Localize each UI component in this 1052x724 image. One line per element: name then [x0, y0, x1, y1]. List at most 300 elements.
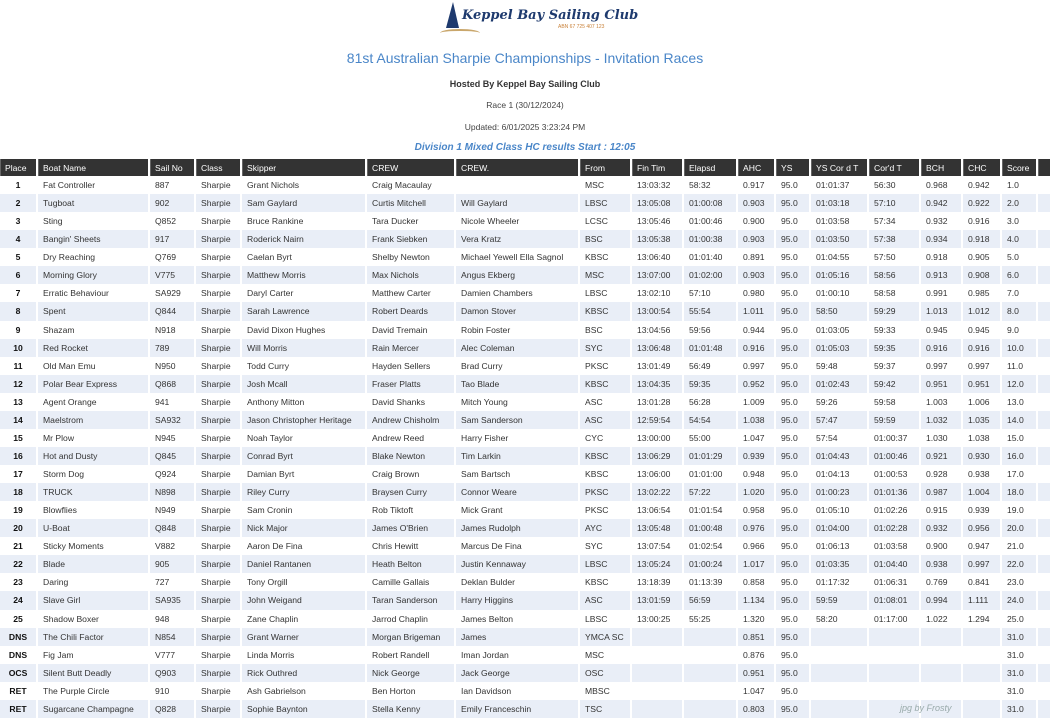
table-cell: 0.918 — [963, 230, 1000, 248]
table-cell: N950 — [155, 360, 176, 371]
table-cell: 95.0 — [781, 685, 798, 696]
table-cell: 95.0 — [781, 649, 798, 660]
table-cell: 1.294 — [968, 613, 990, 624]
table-cell: 21.0 — [1007, 541, 1024, 552]
table-cell: Nick Major — [242, 519, 365, 537]
table-row — [0, 501, 1050, 519]
table-cell: Old Man Emu — [43, 360, 96, 371]
table-cell: 3.0 — [1007, 216, 1019, 227]
place-cell: 11 — [13, 360, 23, 371]
table-cell: 9.0 — [1007, 324, 1019, 335]
table-cell: 57:38 — [869, 230, 919, 248]
table-cell: Iman Jordan — [461, 649, 509, 660]
table-cell: Q769 — [155, 252, 177, 263]
table-cell: 20.0 — [1002, 519, 1036, 537]
column-header[interactable]: Class — [196, 159, 240, 176]
table-row — [0, 591, 1050, 609]
table-cell: 95.0 — [776, 555, 809, 573]
table-cell: Blade — [38, 555, 148, 573]
table-cell: 2.0 — [1002, 194, 1036, 212]
table-row — [0, 230, 1050, 248]
table-cell: John Weigand — [242, 591, 365, 609]
table-cell — [1038, 700, 1050, 718]
logo-name: Keppel Bay Sailing Club — [462, 8, 639, 23]
table-cell: 59:48 — [816, 360, 838, 371]
table-cell — [1038, 411, 1050, 429]
table-cell: ASC — [580, 591, 630, 609]
table-cell: 01:00:38 — [684, 230, 736, 248]
table-cell: 0.997 — [968, 360, 990, 371]
table-cell: 0.769 — [926, 577, 948, 588]
table-cell: PKSC — [580, 483, 630, 501]
table-cell: 01:03:35 — [811, 555, 867, 573]
table-cell: James — [456, 628, 578, 646]
table-cell: 59:56 — [689, 324, 711, 335]
table-cell: 1.038 — [738, 411, 774, 429]
table-cell: 01:00:48 — [684, 519, 736, 537]
table-cell: 13:01:59 — [632, 591, 682, 609]
table-cell: U-Boat — [38, 519, 148, 537]
table-row — [0, 375, 1050, 393]
table-cell: Harry Higgins — [456, 591, 578, 609]
table-cell: 0.921 — [921, 447, 961, 465]
table-cell: Sharpie — [196, 194, 240, 212]
column-header[interactable]: Elapsd — [684, 159, 736, 176]
table-cell: 58:56 — [869, 266, 919, 284]
table-row — [0, 302, 1050, 320]
table-cell: 01:04:43 — [811, 447, 867, 465]
table-cell: Ian Davidson — [461, 685, 512, 696]
table-cell: 8.0 — [1002, 302, 1036, 320]
table-cell: The Purple Circle — [43, 685, 110, 696]
table-cell — [684, 700, 736, 718]
table-cell: Polar Bear Express — [38, 375, 148, 393]
column-header[interactable]: Boat Name — [38, 159, 148, 176]
table-cell: 1.038 — [968, 432, 990, 443]
table-cell — [456, 176, 578, 194]
table-cell: 95.0 — [781, 432, 798, 443]
table-row — [0, 610, 1050, 628]
table-cell: SA929 — [155, 288, 181, 299]
table-cell: Camille Gallais — [372, 577, 430, 588]
table-cell: 56:59 — [684, 591, 736, 609]
table-cell: Sugarcane Champagne — [38, 700, 148, 718]
table-cell: Frank Siebken — [367, 230, 454, 248]
table-cell — [632, 664, 682, 682]
logo-abn: ABN 67 725 407 123 — [558, 24, 605, 30]
table-cell: 57:22 — [684, 483, 736, 501]
place-cell: 24 — [0, 591, 36, 609]
table-cell: 0.997 — [926, 360, 948, 371]
table-cell: 16.0 — [1002, 447, 1036, 465]
table-cell — [963, 664, 1000, 682]
column-header[interactable]: Skipper — [242, 159, 365, 176]
table-cell: 13:03:32 — [637, 180, 671, 191]
table-cell: Nicole Wheeler — [461, 216, 520, 227]
table-cell: Sharpie — [196, 230, 240, 248]
table-cell: 13.0 — [1007, 396, 1024, 407]
table-cell: 01:00:46 — [689, 216, 723, 227]
table-cell: Sophie Baynton — [242, 700, 365, 718]
table-cell: Tao Blade — [456, 375, 578, 393]
table-cell: Fig Jam — [43, 649, 74, 660]
table-cell: 1.009 — [743, 396, 765, 407]
table-cell: 4.0 — [1002, 230, 1036, 248]
table-cell: 0.947 — [968, 541, 990, 552]
table-row — [0, 519, 1050, 537]
column-header[interactable]: CHC — [963, 159, 1000, 176]
table-cell: 727 — [155, 577, 170, 588]
table-cell: Nick George — [367, 664, 454, 682]
table-cell: 0.900 — [926, 541, 948, 552]
table-row — [0, 628, 1050, 646]
table-cell: Vera Kratz — [456, 230, 578, 248]
table-cell: David Shanks — [372, 396, 426, 407]
table-cell: 789 — [150, 339, 194, 357]
table-cell: 95.0 — [781, 324, 798, 335]
column-header[interactable]: From — [580, 159, 630, 176]
table-cell: TRUCK — [38, 483, 148, 501]
table-cell: 13:00:54 — [632, 302, 682, 320]
table-row — [0, 212, 1050, 230]
table-cell: 0.968 — [926, 180, 948, 191]
table-cell: 1.020 — [738, 483, 774, 501]
table-cell: V775 — [150, 266, 194, 284]
column-header[interactable]: CREW — [367, 159, 454, 176]
table-cell — [1038, 682, 1050, 700]
table-cell: 01:05:03 — [811, 339, 867, 357]
table-cell: 95.0 — [781, 613, 798, 624]
column-header[interactable]: AHC — [738, 159, 774, 176]
place-cell: 1 — [15, 180, 21, 191]
table-row — [0, 284, 1050, 302]
table-cell: Slave Girl — [38, 591, 148, 609]
table-cell: 01:03:05 — [816, 324, 850, 335]
table-row — [0, 266, 1050, 284]
table-cell: 13:07:00 — [632, 266, 682, 284]
table-cell — [1038, 447, 1050, 465]
table-cell: MSC — [580, 266, 630, 284]
table-cell — [921, 646, 961, 664]
table-cell: Sarah Lawrence — [242, 302, 365, 320]
table-cell: 22.0 — [1002, 555, 1036, 573]
column-header[interactable]: Place — [0, 159, 36, 176]
table-cell: Todd Curry — [247, 360, 290, 371]
table-cell: 01:01:29 — [684, 447, 736, 465]
table-cell: 01:04:00 — [811, 519, 867, 537]
table-cell: 01:04:13 — [816, 469, 850, 480]
table-cell: Q868 — [150, 375, 194, 393]
table-cell: Taran Sanderson — [367, 591, 454, 609]
table-cell: Deklan Bulder — [461, 577, 515, 588]
table-cell: Damon Stover — [456, 302, 578, 320]
table-cell — [1038, 519, 1050, 537]
table-cell: Rain Mercer — [367, 339, 454, 357]
table-cell: Noah Taylor — [247, 432, 293, 443]
table-cell — [963, 628, 1000, 646]
table-cell: 95.0 — [776, 339, 809, 357]
table-cell — [1038, 230, 1050, 248]
table-cell — [963, 700, 1000, 718]
table-cell: Agent Orange — [43, 396, 97, 407]
table-cell: Zane Chaplin — [247, 613, 299, 624]
table-cell: Sam Bartsch — [461, 469, 511, 480]
table-cell: 95.0 — [776, 411, 809, 429]
table-cell: 95.0 — [781, 541, 798, 552]
table-cell: Linda Morris — [247, 649, 295, 660]
table-cell — [1038, 194, 1050, 212]
table-cell: LBSC — [580, 194, 630, 212]
table-cell: 0.930 — [963, 447, 1000, 465]
table-cell — [1038, 284, 1050, 302]
table-cell: Ash Gabrielson — [247, 685, 306, 696]
table-cell: 941 — [155, 396, 170, 407]
place-cell: 22 — [0, 555, 36, 573]
table-cell: 948 — [155, 613, 170, 624]
table-cell: 1.022 — [926, 613, 948, 624]
table-cell: 31.0 — [1007, 649, 1024, 660]
table-cell: Morgan Brigeman — [367, 628, 454, 646]
table-cell: 11.0 — [1007, 360, 1024, 371]
table-cell: 95.0 — [776, 447, 809, 465]
table-cell: Silent Butt Deadly — [38, 664, 148, 682]
table-cell: YMCA SC — [580, 628, 630, 646]
table-cell: Sharpie — [196, 664, 240, 682]
table-cell — [1038, 501, 1050, 519]
table-cell: Angus Ekberg — [456, 266, 578, 284]
sail-icon — [446, 2, 459, 28]
table-cell: Sharpie — [196, 266, 240, 284]
table-cell: Red Rocket — [38, 339, 148, 357]
table-cell: Conrad Byrt — [242, 447, 365, 465]
table-cell: Bangin' Sheets — [38, 230, 148, 248]
table-cell: Damian Byrt — [247, 469, 295, 480]
table-cell: Sam Sanderson — [456, 411, 578, 429]
table-cell: 0.976 — [738, 519, 774, 537]
table-cell: 910 — [155, 685, 170, 696]
table-cell: Storm Dog — [43, 469, 85, 480]
table-row — [0, 700, 1050, 718]
table-cell: 13:05:24 — [632, 555, 682, 573]
table-cell: 1.004 — [963, 483, 1000, 501]
table-cell: Erratic Behaviour — [43, 288, 109, 299]
table-cell: 01:01:48 — [684, 339, 736, 357]
table-cell: PKSC — [585, 505, 609, 516]
table-cell — [1038, 610, 1050, 628]
table-cell: Spent — [38, 302, 148, 320]
column-header[interactable]: YS — [776, 159, 809, 176]
table-cell: Daring — [43, 577, 69, 588]
table-cell: 13:06:54 — [637, 505, 671, 516]
table-cell: ASC — [585, 396, 603, 407]
table-cell: KBSC — [580, 302, 630, 320]
table-cell: 0.938 — [921, 555, 961, 573]
table-cell: 13:00:00 — [637, 432, 671, 443]
table-cell: 0.942 — [968, 180, 990, 191]
column-header[interactable]: YS Cor d T — [811, 159, 867, 176]
table-cell: Heath Belton — [367, 555, 454, 573]
table-cell: Shelby Newton — [372, 252, 430, 263]
table-cell: 01:06:13 — [816, 541, 850, 552]
table-cell: 95.0 — [776, 628, 809, 646]
table-cell: N854 — [150, 628, 194, 646]
table-cell: Brad Curry — [461, 360, 503, 371]
table-cell: 56:28 — [689, 396, 711, 407]
table-cell: Sharpie — [201, 180, 231, 191]
table-cell: Sharpie — [196, 555, 240, 573]
table-cell: 01:17:00 — [874, 613, 908, 624]
table-cell: 01:08:01 — [869, 591, 919, 609]
table-cell: 31.0 — [1002, 628, 1036, 646]
table-cell: Josh Mcall — [242, 375, 365, 393]
table-cell: PKSC — [585, 360, 609, 371]
table-cell: LCSC — [585, 216, 608, 227]
table-cell: Braysen Curry — [367, 483, 454, 501]
table-row — [0, 393, 1050, 411]
table-cell: KBSC — [585, 469, 609, 480]
table-cell: Chris Hewitt — [372, 541, 419, 552]
table-cell: Q828 — [150, 700, 194, 718]
table-cell: Sharpie — [201, 252, 231, 263]
table-cell: 95.0 — [781, 288, 798, 299]
table-row — [0, 339, 1050, 357]
table-cell: Riley Curry — [242, 483, 365, 501]
page-title: 81st Australian Sharpie Championships - Invitation Races — [346, 50, 704, 66]
table-cell — [811, 682, 867, 700]
column-header[interactable]: Fin Tim — [632, 159, 682, 176]
table-cell: 0.939 — [738, 447, 774, 465]
table-cell: 95.0 — [776, 664, 809, 682]
table-cell: 13:18:39 — [637, 577, 671, 588]
table-cell: Matthew Carter — [372, 288, 431, 299]
table-row — [0, 537, 1050, 555]
table-cell: Morning Glory — [38, 266, 148, 284]
table-cell — [632, 628, 682, 646]
table-cell: 10.0 — [1002, 339, 1036, 357]
table-cell: 59:58 — [874, 396, 896, 407]
table-cell: 0.891 — [743, 252, 765, 263]
table-cell — [811, 628, 867, 646]
table-cell — [921, 682, 961, 700]
table-cell — [921, 664, 961, 682]
table-cell: ASC — [580, 411, 630, 429]
table-cell — [1038, 248, 1050, 266]
table-cell: SA935 — [150, 591, 194, 609]
table-cell: 0.934 — [921, 230, 961, 248]
table-cell: 58:58 — [874, 288, 896, 299]
table-cell: 95.0 — [776, 266, 809, 284]
place-cell: 4 — [0, 230, 36, 248]
table-cell: 95.0 — [776, 700, 809, 718]
table-cell: KBSC — [580, 375, 630, 393]
table-cell — [963, 682, 1000, 700]
table-cell: Sharpie — [201, 541, 231, 552]
table-cell: 0.991 — [926, 288, 948, 299]
place-cell: RET — [0, 700, 36, 718]
place-cell: 8 — [0, 302, 36, 320]
table-cell: 0.966 — [743, 541, 765, 552]
table-cell — [869, 646, 919, 664]
table-cell: Shazam — [43, 324, 75, 335]
table-cell: 0.951 — [738, 664, 774, 682]
column-header[interactable]: BCH — [921, 159, 961, 176]
table-cell: 23.0 — [1007, 577, 1024, 588]
table-cell: 01:00:10 — [816, 288, 850, 299]
table-cell: N918 — [155, 324, 176, 335]
column-header[interactable]: CREW. — [456, 159, 578, 176]
table-cell: 12.0 — [1002, 375, 1036, 393]
table-cell: Rob Tiktoft — [372, 505, 414, 516]
table-cell: 01:02:26 — [874, 505, 908, 516]
table-cell: Sharpie — [201, 469, 231, 480]
table-row — [0, 429, 1050, 447]
column-header[interactable]: Cor'd T — [869, 159, 919, 176]
table-row — [0, 465, 1050, 483]
table-cell: KBSC — [580, 447, 630, 465]
table-row — [0, 573, 1050, 591]
table-cell — [1038, 483, 1050, 501]
table-cell: 0.908 — [963, 266, 1000, 284]
table-row — [0, 664, 1050, 682]
table-cell: BSC — [585, 324, 603, 335]
table-cell: 01:01:36 — [869, 483, 919, 501]
table-cell: 14.0 — [1002, 411, 1036, 429]
table-cell: James Rudolph — [456, 519, 578, 537]
table-cell: 0.918 — [926, 252, 948, 263]
table-cell: Harry Fisher — [461, 432, 509, 443]
table-cell: 13:05:46 — [637, 216, 671, 227]
table-cell: 01:01:40 — [689, 252, 723, 263]
table-cell: 1.134 — [738, 591, 774, 609]
table-cell: 95.0 — [781, 396, 798, 407]
table-cell: 0.997 — [743, 360, 765, 371]
table-cell: Emily Franceschin — [456, 700, 578, 718]
table-cell: 0.922 — [963, 194, 1000, 212]
table-cell: 01:01:00 — [689, 469, 723, 480]
table-cell: N949 — [155, 505, 176, 516]
table-cell: Sharpie — [196, 700, 240, 718]
club-logo — [440, 2, 639, 38]
table-cell: SYC — [580, 339, 630, 357]
table-cell: Fat Controller — [43, 180, 96, 191]
table-cell: Mitch Young — [461, 396, 508, 407]
table-cell: 1.030 — [926, 432, 948, 443]
column-header[interactable] — [1038, 159, 1050, 176]
table-cell: Sharpie — [201, 685, 231, 696]
table-cell: 1.032 — [921, 411, 961, 429]
table-cell: 17.0 — [1007, 469, 1024, 480]
column-header[interactable]: Sail No — [150, 159, 194, 176]
table-cell: Bruce Rankine — [247, 216, 304, 227]
table-cell: 13:05:38 — [632, 230, 682, 248]
table-cell — [811, 646, 867, 664]
table-cell: 58:32 — [689, 180, 711, 191]
table-cell: 13:00:25 — [637, 613, 671, 624]
table-cell: Sharpie — [201, 324, 231, 335]
table-cell: 1.011 — [738, 302, 774, 320]
table-cell: 57:10 — [869, 194, 919, 212]
table-cell: Sharpie — [201, 505, 231, 516]
column-header[interactable]: Score — [1002, 159, 1036, 176]
table-cell: 1.047 — [743, 685, 765, 696]
table-cell: Sharpie — [201, 577, 231, 588]
table-cell: 0.942 — [921, 194, 961, 212]
table-cell: 13:04:56 — [637, 324, 671, 335]
place-cell: 7 — [15, 288, 21, 299]
table-cell: 0.916 — [963, 339, 1000, 357]
table-header — [0, 159, 1050, 176]
table-cell: David Dixon Hughes — [247, 324, 326, 335]
